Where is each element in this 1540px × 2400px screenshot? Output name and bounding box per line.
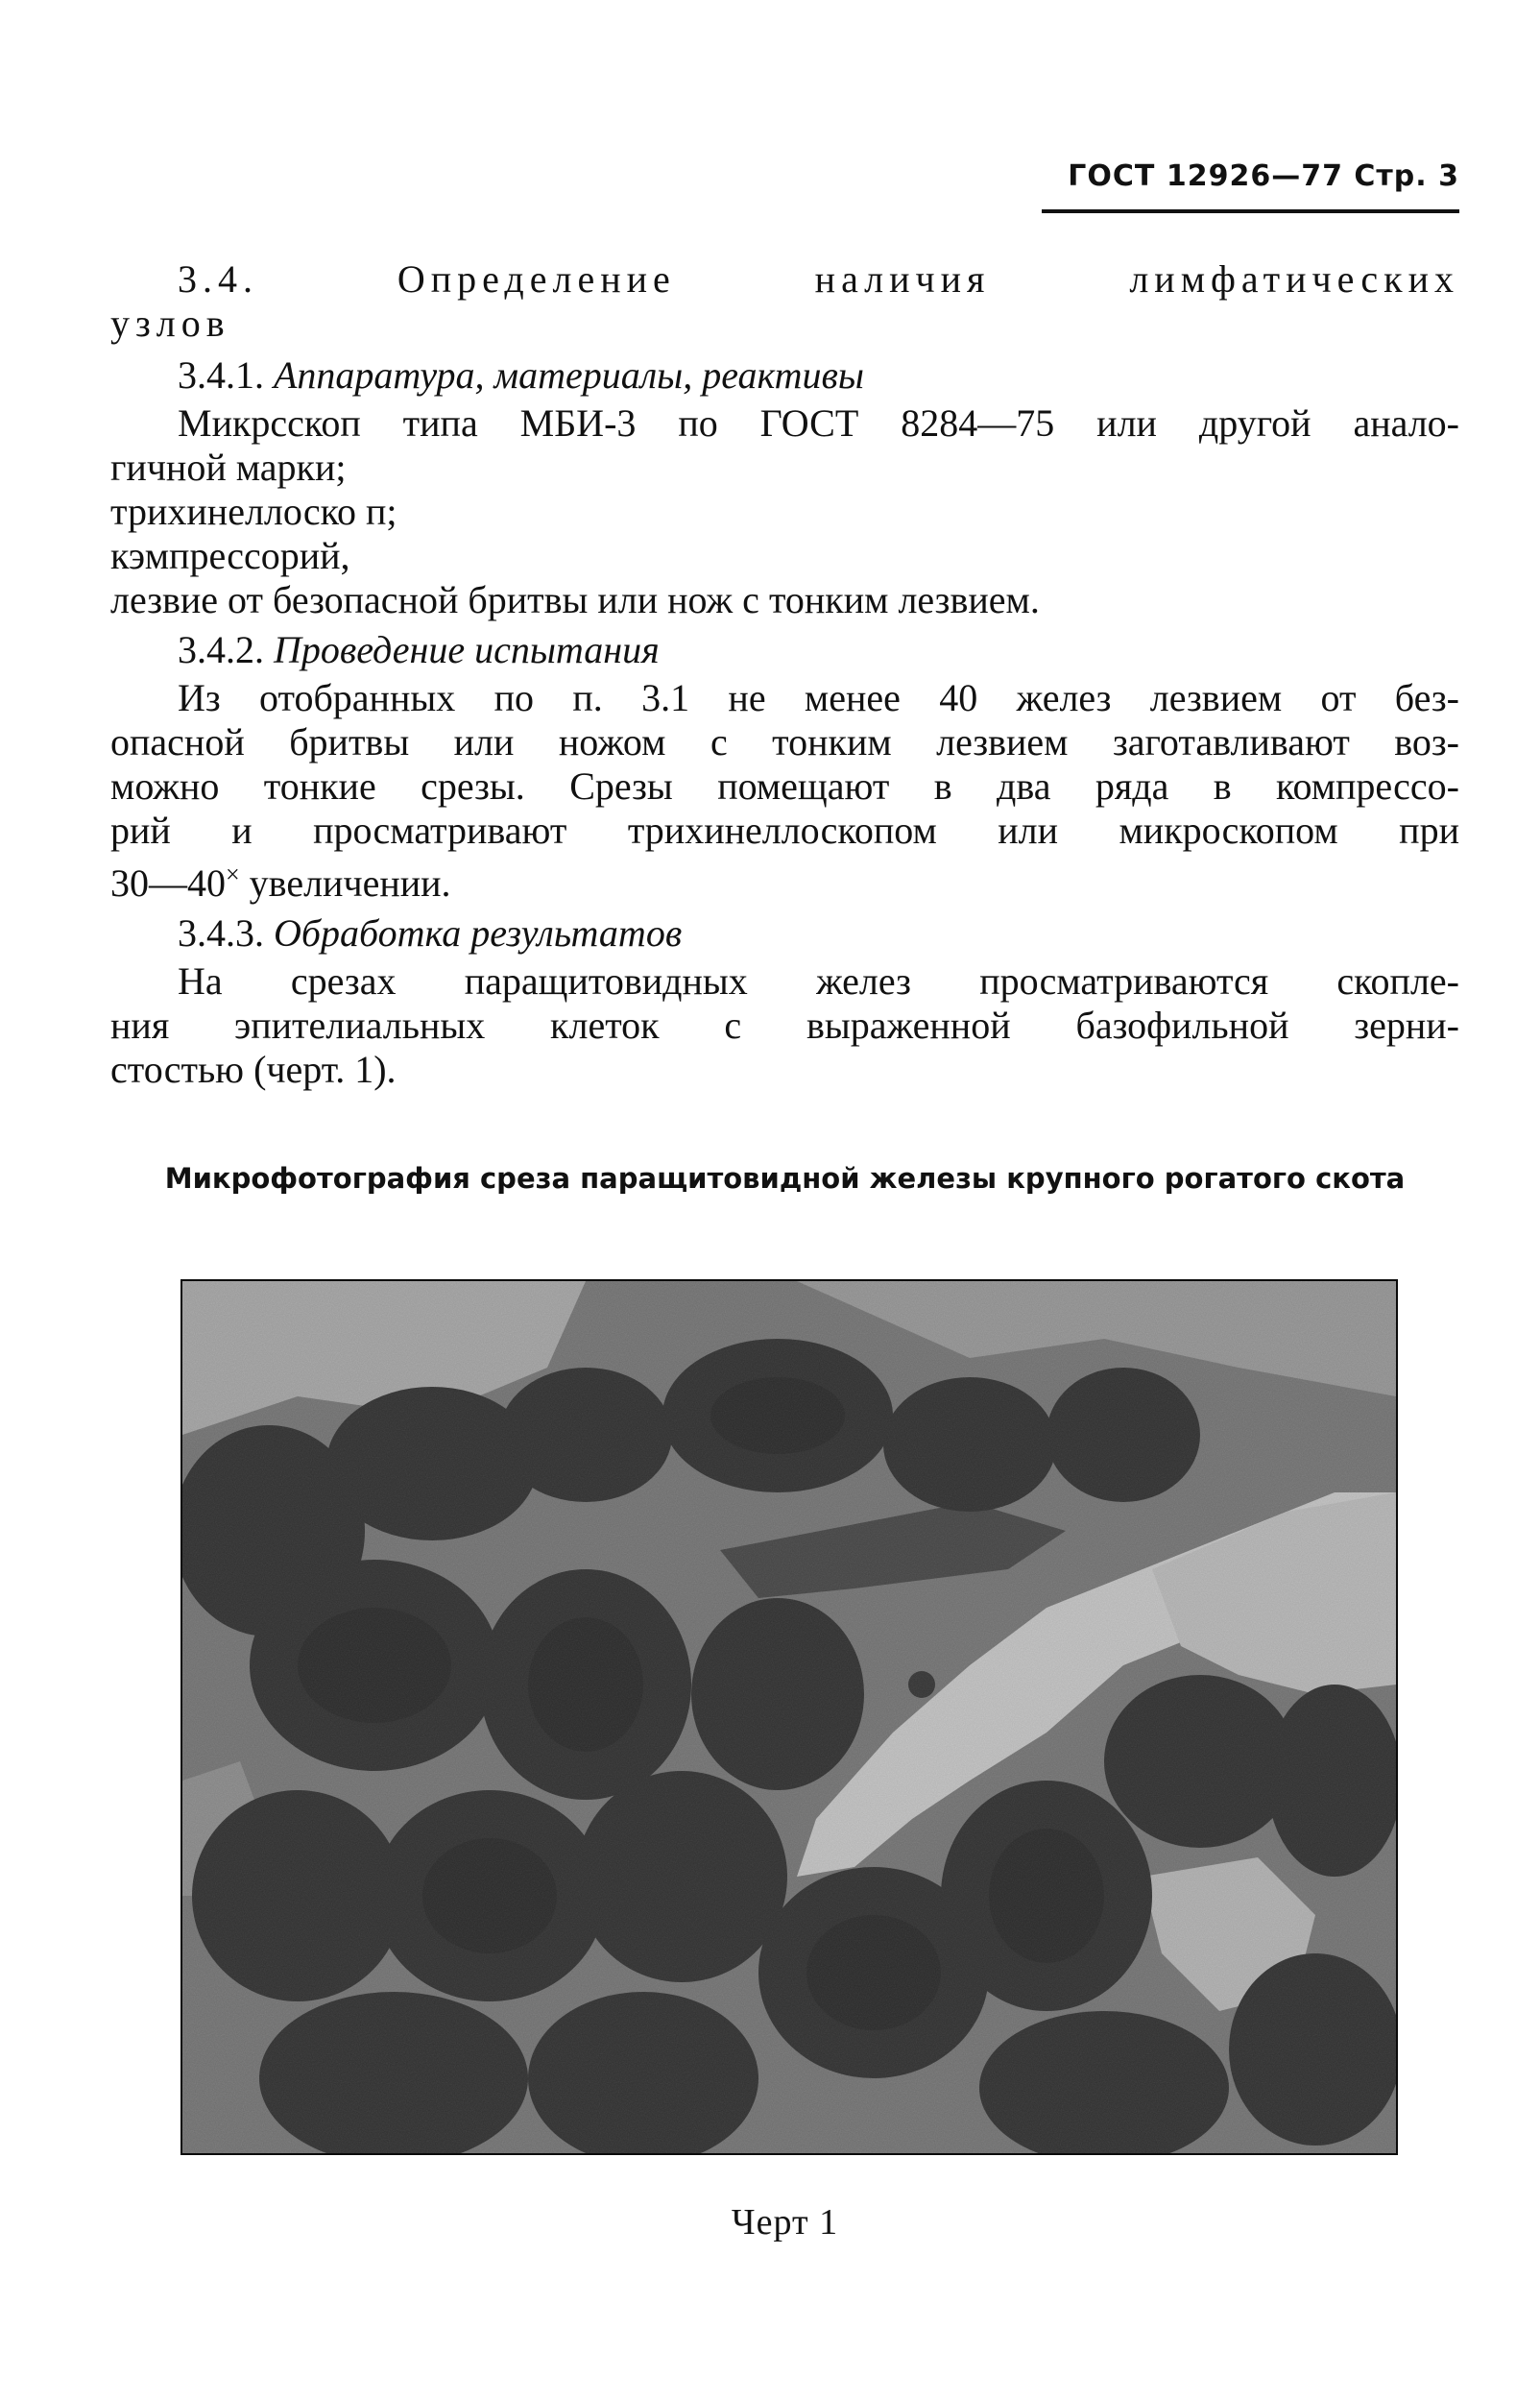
equipment-line: гичной марки; (110, 446, 347, 489)
paragraph-line: опасной бритвы или ножом с тонким лезвием заготавливают воз- (110, 720, 1459, 764)
equipment-line: Микрсскоп типа МБИ-3 по ГОСТ 8284—75 или другой анало- (178, 401, 1459, 445)
paragraph-line: Из отобранных по п. 3.1 не менее 40 желез лезвием от без- (178, 676, 1459, 719)
paragraph-line: стостью (черт. 1). (110, 1048, 397, 1091)
section-number: 3.4.3. (178, 911, 264, 955)
micrograph-image (182, 1281, 1396, 2153)
document-body (110, 257, 1459, 1092)
paragraph-line: рий и просматривают трихинеллоскопом или микроскопом при (110, 809, 1459, 852)
equipment-line: лезвие от безопасной бритвы или нож с тонким лезвием. (110, 578, 1040, 621)
section-number: 3.4.1. (178, 353, 264, 397)
paragraph-line: ния эпителиальных клеток с выраженной базофильной зерни- (110, 1004, 1459, 1047)
figure-title: Микрофотография среза паращитовидной железы крупного рогатого скота (164, 1162, 1406, 1195)
header-rule (1042, 209, 1459, 213)
section-3-4-2-heading (110, 628, 1459, 672)
section-3-4-heading (110, 257, 1459, 302)
section-3-4-1-heading (110, 353, 1459, 398)
section-number: 3.4.2. (178, 628, 264, 671)
equipment-line: трихинеллоско п; (110, 490, 397, 533)
equipment-line: кэмпрессорий, (110, 534, 350, 577)
section-number: 3.4. (178, 257, 258, 301)
page-number: Стр. 3 (1354, 159, 1459, 193)
magnification-tail: увеличении. (239, 861, 451, 905)
section-3-4-heading-cont: узлов (110, 302, 230, 345)
grain-overlay (182, 1281, 1396, 2153)
figure-caption: Черт 1 (731, 2202, 839, 2242)
section-3-4-3-heading (110, 911, 1459, 956)
paragraph-line (110, 853, 1459, 906)
page-header (1047, 159, 1459, 193)
micrograph-photo (180, 1279, 1398, 2155)
paragraph-line: можно тонкие срезы. Срезы помещают в два ряда в компрессо- (110, 764, 1459, 808)
paragraph-line: На срезах паращитовидных желез просматриваются скопле- (178, 959, 1459, 1003)
magnification-value: 30—40 (110, 861, 226, 905)
times-sign: × (226, 861, 240, 888)
standard-number: ГОСТ 12926—77 (1068, 159, 1343, 193)
section-title: Обработка результатов (274, 911, 683, 955)
section-title: Проведение испытания (274, 628, 660, 671)
section-title: Определение наличия лимфатических (397, 257, 1459, 301)
section-title: Аппаратура, материалы, реактивы (274, 353, 864, 397)
